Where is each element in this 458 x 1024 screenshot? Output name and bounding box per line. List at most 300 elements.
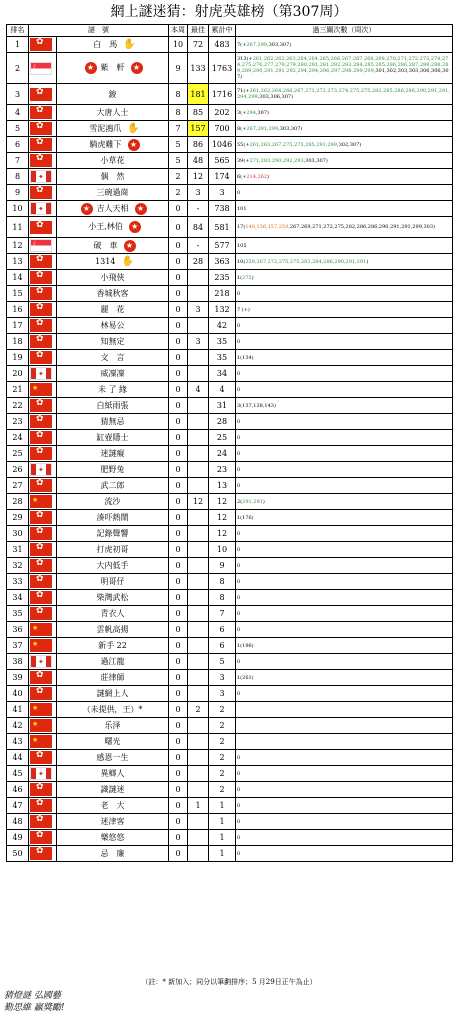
flag-cell <box>29 846 57 862</box>
rank-cell: 37 <box>7 638 29 654</box>
history-segment: ) <box>366 258 369 265</box>
flag-cell <box>29 654 57 670</box>
history-text <box>237 243 452 249</box>
flag-cell <box>29 638 57 654</box>
history-text <box>237 499 452 505</box>
star-badge-icon: ★ <box>131 62 143 74</box>
rank-cell: 19 <box>7 350 29 366</box>
history-text <box>237 595 452 601</box>
history-cell <box>236 302 453 318</box>
history-cell <box>236 654 453 670</box>
player-name: 謎網上人 <box>96 689 129 698</box>
flag-cell <box>29 782 57 798</box>
rank-cell: 5 <box>7 121 29 137</box>
best-cell: 86 <box>188 137 209 153</box>
total-cell: 12 <box>209 494 236 510</box>
header-rank: 排名 <box>7 25 29 37</box>
history-segment: 0 <box>237 338 241 345</box>
history-cell <box>236 286 453 302</box>
history-text <box>237 323 452 329</box>
leaderboard-table <box>6 24 453 862</box>
total-cell: 23 <box>209 462 236 478</box>
history-text <box>237 787 452 793</box>
this-week-cell: 0 <box>169 798 188 814</box>
flag-cell <box>29 430 57 446</box>
flag-cell <box>29 84 57 105</box>
best-cell: 2 <box>188 702 209 718</box>
china-flag-icon <box>30 495 52 508</box>
history-text <box>237 259 452 265</box>
table-row <box>7 654 453 670</box>
rank-cell: 23 <box>7 414 29 430</box>
history-cell <box>236 414 453 430</box>
rank-cell: 34 <box>7 590 29 606</box>
rank-cell: 43 <box>7 734 29 750</box>
history-text <box>237 515 452 521</box>
history-text <box>237 675 452 681</box>
history-cell <box>236 830 453 846</box>
total-cell: 25 <box>209 430 236 446</box>
hand-badge-icon: ✋ <box>123 39 136 51</box>
best-cell <box>188 686 209 702</box>
history-segment: 0 <box>237 530 241 537</box>
history-segment: 0 <box>237 578 241 585</box>
history-segment: ,302,307) <box>337 141 362 148</box>
total-cell: 218 <box>209 286 236 302</box>
player-name: 流沙 <box>104 497 121 506</box>
history-text <box>237 142 452 148</box>
table-row <box>7 798 453 814</box>
rank-cell: 17 <box>7 318 29 334</box>
player-name-cell <box>57 153 169 169</box>
table-row <box>7 670 453 686</box>
player-name-cell <box>57 574 169 590</box>
player-name-cell <box>57 430 169 446</box>
history-cell <box>236 366 453 382</box>
best-cell <box>188 814 209 830</box>
history-segment: 0 <box>237 418 241 425</box>
total-cell: 3 <box>209 185 236 201</box>
flag-cell <box>29 254 57 270</box>
best-cell: - <box>188 201 209 217</box>
player-name: 文 言 <box>100 353 125 362</box>
best-cell: 133 <box>188 53 209 84</box>
player-name: 武二郎 <box>100 481 125 490</box>
history-cell <box>236 398 453 414</box>
history-segment: 0 <box>237 802 241 809</box>
flag-cell <box>29 286 57 302</box>
table-row <box>7 462 453 478</box>
rank-cell: 11 <box>7 217 29 238</box>
player-name: 1314 <box>95 256 116 266</box>
history-cell <box>236 494 453 510</box>
player-name: 大唐人士 <box>96 108 129 117</box>
canada-flag-icon <box>30 170 52 183</box>
best-cell: 84 <box>188 217 209 238</box>
table-row <box>7 782 453 798</box>
table-row <box>7 478 453 494</box>
flag-cell <box>29 446 57 462</box>
rank-cell: 35 <box>7 606 29 622</box>
table-row <box>7 574 453 590</box>
china-flag-icon <box>30 735 52 748</box>
table-row <box>7 686 453 702</box>
history-segment: 0 <box>237 754 241 761</box>
history-text <box>237 158 452 164</box>
player-name: 新手 22 <box>98 641 127 650</box>
history-cell <box>236 84 453 105</box>
history-segment: 0 <box>237 850 241 857</box>
total-cell: 6 <box>209 638 236 654</box>
player-name: 缸壺隱士 <box>96 433 129 442</box>
this-week-cell: 0 <box>169 606 188 622</box>
history-text <box>237 819 452 825</box>
canada-flag-icon <box>30 767 52 780</box>
total-cell: 577 <box>209 238 236 254</box>
star-badge-icon: ★ <box>129 221 141 233</box>
player-name-cell <box>57 201 169 217</box>
total-cell: 738 <box>209 201 236 217</box>
best-cell <box>188 734 209 750</box>
player-name: 雲帆高揚 <box>96 625 129 634</box>
player-name: 打虎初哥 <box>96 545 129 554</box>
history-segment: ,303,306,307) <box>257 94 294 100</box>
this-week-cell: 0 <box>169 638 188 654</box>
best-cell <box>188 670 209 686</box>
history-cell <box>236 462 453 478</box>
player-name-cell <box>57 606 169 622</box>
hong-kong-flag-icon <box>30 431 52 444</box>
star-badge-icon: ★ <box>124 240 136 252</box>
player-name-cell <box>57 766 169 782</box>
best-cell <box>188 606 209 622</box>
this-week-cell: 0 <box>169 350 188 366</box>
history-segment: ,303,307) <box>267 41 292 48</box>
history-cell <box>236 750 453 766</box>
history-text <box>237 563 452 569</box>
best-cell <box>188 366 209 382</box>
rank-cell: 26 <box>7 462 29 478</box>
flag-cell <box>29 622 57 638</box>
flag-cell <box>29 798 57 814</box>
hong-kong-flag-icon <box>30 154 52 167</box>
table-row <box>7 558 453 574</box>
history-segment: 0 <box>237 626 241 633</box>
hong-kong-flag-icon <box>30 815 52 828</box>
history-cell <box>236 622 453 638</box>
hong-kong-flag-icon <box>30 591 52 604</box>
this-week-cell: 0 <box>169 238 188 254</box>
rank-cell: 31 <box>7 542 29 558</box>
history-segment: 0 <box>237 594 241 601</box>
player-name: 小草花 <box>100 156 125 165</box>
player-name: （未提供，王）* <box>82 705 143 714</box>
player-name: 紫 軒 <box>100 63 125 72</box>
flag-cell <box>29 462 57 478</box>
table-row <box>7 718 453 734</box>
rank-cell: 42 <box>7 718 29 734</box>
table-row <box>7 526 453 542</box>
rank-cell: 27 <box>7 478 29 494</box>
history-cell <box>236 638 453 654</box>
history-text <box>237 190 452 196</box>
rank-cell: 3 <box>7 84 29 105</box>
best-cell <box>188 286 209 302</box>
hong-kong-flag-icon <box>30 543 52 556</box>
player-name-cell <box>57 446 169 462</box>
best-cell: 85 <box>188 105 209 121</box>
total-cell: 1 <box>209 798 236 814</box>
total-cell: 12 <box>209 526 236 542</box>
player-name: 小飛俠 <box>100 273 125 282</box>
history-cell <box>236 37 453 53</box>
history-cell <box>236 105 453 121</box>
rank-cell: 8 <box>7 169 29 185</box>
total-cell: 581 <box>209 217 236 238</box>
flag-cell <box>29 478 57 494</box>
flag-cell <box>29 350 57 366</box>
history-segment: 0 <box>237 482 241 489</box>
total-cell: 31 <box>209 398 236 414</box>
best-cell <box>188 622 209 638</box>
history-cell <box>236 846 453 862</box>
total-cell: 1763 <box>209 53 236 84</box>
history-segment: 1(176) <box>237 514 254 521</box>
hong-kong-flag-icon <box>30 559 52 572</box>
history-segment: 1(261) <box>237 674 254 681</box>
history-text <box>237 355 452 361</box>
history-segment: 101 <box>237 205 247 212</box>
history-segment: ,301,302,303,303,306,306,307) <box>237 68 449 80</box>
history-segment: 0 <box>237 786 241 793</box>
total-cell: 24 <box>209 446 236 462</box>
best-cell: 12 <box>188 169 209 185</box>
total-cell: 10 <box>209 542 236 558</box>
best-cell <box>188 350 209 366</box>
player-name-cell <box>57 782 169 798</box>
this-week-cell: 2 <box>169 169 188 185</box>
history-text <box>237 371 452 377</box>
history-cell <box>236 734 453 750</box>
player-name-cell <box>57 302 169 318</box>
history-segment: 55(+ <box>237 141 250 148</box>
player-name: 騎虎難下 <box>89 139 122 149</box>
history-cell <box>236 798 453 814</box>
hong-kong-flag-icon <box>30 687 52 700</box>
total-cell: 202 <box>209 105 236 121</box>
footnote: （註：* 新加入；同分以筆劃排序；5 月29日正午為止） <box>141 978 317 986</box>
flag-cell <box>29 105 57 121</box>
this-week-cell: 10 <box>169 37 188 53</box>
best-cell: 48 <box>188 153 209 169</box>
this-week-cell: 0 <box>169 462 188 478</box>
table-row <box>7 318 453 334</box>
best-cell <box>188 654 209 670</box>
rank-cell: 29 <box>7 510 29 526</box>
this-week-cell: 0 <box>169 814 188 830</box>
history-cell <box>236 670 453 686</box>
rank-cell: 21 <box>7 382 29 398</box>
history-text <box>237 547 452 553</box>
player-name: 異鄉人 <box>100 769 125 778</box>
history-text <box>237 531 452 537</box>
history-segment: 17( <box>237 224 246 230</box>
total-cell: 363 <box>209 254 236 270</box>
player-name: 過江龍 <box>100 657 125 666</box>
history-cell <box>236 782 453 798</box>
hong-kong-flag-icon <box>30 783 52 796</box>
history-segment: 3(+ <box>237 109 247 116</box>
this-week-cell: 0 <box>169 766 188 782</box>
history-cell <box>236 478 453 494</box>
history-segment: 275 <box>242 274 252 281</box>
flag-cell <box>29 382 57 398</box>
this-week-cell: 0 <box>169 270 188 286</box>
history-cell <box>236 574 453 590</box>
player-name: 鋑 <box>108 89 117 99</box>
this-week-cell: 0 <box>169 782 188 798</box>
flag-cell <box>29 270 57 286</box>
this-week-cell: 0 <box>169 654 188 670</box>
player-name: 迷謎癡 <box>100 449 125 458</box>
header-history: 過三關次數（周次） <box>236 25 453 37</box>
player-name-cell <box>57 286 169 302</box>
hong-kong-flag-icon <box>30 122 52 135</box>
star-badge-icon: ★ <box>85 62 97 74</box>
rank-cell: 45 <box>7 766 29 782</box>
hong-kong-flag-icon <box>30 399 52 412</box>
best-cell: 28 <box>188 254 209 270</box>
hong-kong-flag-icon <box>30 319 52 332</box>
total-cell: 4 <box>209 382 236 398</box>
player-name: 記錄聲響 <box>96 529 129 538</box>
history-text <box>237 643 452 649</box>
table-row <box>7 702 453 718</box>
table-row <box>7 622 453 638</box>
player-name: 莊律師 <box>100 673 125 682</box>
flag-cell <box>29 574 57 590</box>
star-badge-icon: ★ <box>135 203 147 215</box>
history-text <box>237 755 452 761</box>
history-cell <box>236 590 453 606</box>
history-text <box>237 611 452 617</box>
total-cell: 8 <box>209 574 236 590</box>
total-cell: 2 <box>209 718 236 734</box>
history-text <box>237 110 452 116</box>
history-cell <box>236 153 453 169</box>
rank-cell: 9 <box>7 185 29 201</box>
flag-cell <box>29 414 57 430</box>
this-week-cell: 0 <box>169 510 188 526</box>
this-week-cell: 0 <box>169 830 188 846</box>
total-cell: 3 <box>209 686 236 702</box>
player-name: 香城秋客 <box>96 289 129 298</box>
history-cell <box>236 270 453 286</box>
this-week-cell: 0 <box>169 446 188 462</box>
player-name-cell <box>57 510 169 526</box>
history-segment: 0 <box>237 818 241 825</box>
history-segment: 10( <box>237 258 246 265</box>
hand-badge-icon: ✋ <box>127 123 140 135</box>
this-week-cell: 0 <box>169 398 188 414</box>
this-week-cell: 0 <box>169 254 188 270</box>
table-row <box>7 334 453 350</box>
table-row <box>7 238 453 254</box>
this-week-cell: 2 <box>169 185 188 201</box>
player-name-cell <box>57 718 169 734</box>
history-cell <box>236 510 453 526</box>
player-name-cell <box>57 217 169 238</box>
player-name-cell <box>57 686 169 702</box>
flag-cell <box>29 670 57 686</box>
player-name: 湊吓熱鬧 <box>96 513 129 522</box>
best-cell: 1 <box>188 798 209 814</box>
history-cell <box>236 526 453 542</box>
rank-cell: 10 <box>7 201 29 217</box>
history-text <box>237 56 452 80</box>
history-cell <box>236 606 453 622</box>
history-segment: 71(+ <box>237 88 250 94</box>
rank-cell: 46 <box>7 782 29 798</box>
table-row <box>7 414 453 430</box>
hong-kong-flag-icon <box>30 575 52 588</box>
player-name-cell <box>57 185 169 201</box>
slogan-line-1: 猜燈謎 弘國藝 <box>4 991 61 1001</box>
rank-cell: 2 <box>7 53 29 84</box>
best-cell <box>188 398 209 414</box>
player-name: 威凜凜 <box>100 369 125 378</box>
this-week-cell: 0 <box>169 286 188 302</box>
flag-cell <box>29 169 57 185</box>
player-name: 樂悠悠 <box>100 833 125 842</box>
flag-cell <box>29 318 57 334</box>
table-row <box>7 201 453 217</box>
flag-cell <box>29 53 57 84</box>
singapore-flag-icon <box>30 62 52 75</box>
player-name-cell <box>57 478 169 494</box>
this-week-cell: 0 <box>169 382 188 398</box>
player-name-cell <box>57 622 169 638</box>
slogan-line-2: 勤思維 贏獎勵! <box>4 1003 65 1013</box>
table-row <box>7 53 453 84</box>
hong-kong-flag-icon <box>30 138 52 151</box>
history-segment: 1(196) <box>237 642 254 649</box>
history-segment: 2( <box>237 498 243 505</box>
rank-cell: 13 <box>7 254 29 270</box>
player-name-cell <box>57 254 169 270</box>
this-week-cell: 0 <box>169 590 188 606</box>
player-name: 三碗過崗 <box>96 188 129 197</box>
star-badge-icon: ★ <box>128 139 140 151</box>
total-cell: 9 <box>209 558 236 574</box>
history-cell <box>236 334 453 350</box>
hong-kong-flag-icon <box>30 479 52 492</box>
history-text <box>237 483 452 489</box>
flag-cell <box>29 814 57 830</box>
flag-cell <box>29 830 57 846</box>
total-cell: 6 <box>209 622 236 638</box>
this-week-cell: 0 <box>169 302 188 318</box>
table-row <box>7 638 453 654</box>
player-name: 偶 然 <box>100 172 125 181</box>
total-cell: 7 <box>209 606 236 622</box>
hong-kong-flag-icon <box>30 527 52 540</box>
china-flag-icon <box>30 703 52 716</box>
player-name: 猜無忌 <box>100 417 125 426</box>
flag-cell <box>29 121 57 137</box>
flag-cell <box>29 718 57 734</box>
rank-cell: 33 <box>7 574 29 590</box>
